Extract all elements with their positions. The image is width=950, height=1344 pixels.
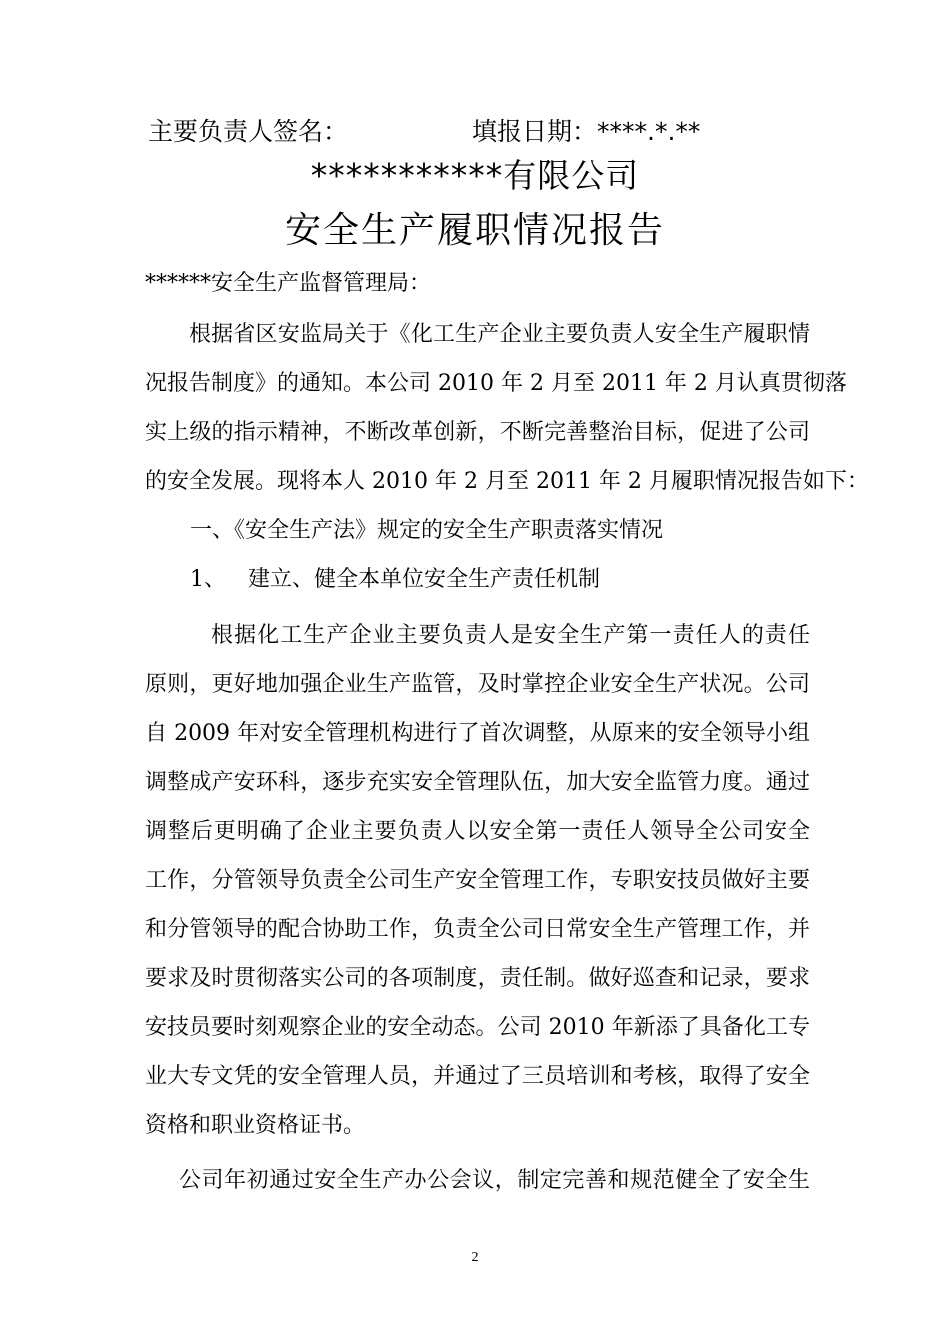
text-line: 资格和职业资格证书。 bbox=[145, 1113, 366, 1138]
text-line: 要求及时贯彻落实公司的各项制度，责任制。做好巡查和记录，要求 bbox=[145, 966, 810, 991]
fill-date-label: 填报日期：****.*.** bbox=[472, 117, 701, 146]
paragraph-2 bbox=[145, 1156, 810, 1205]
paragraph-1 bbox=[145, 611, 810, 1150]
intro-paragraph bbox=[145, 310, 869, 506]
report-title: 安全生产履职情况报告 bbox=[284, 210, 665, 251]
text-line: 根据省区安监局关于《化工生产企业主要负责人安全生产履职情 bbox=[189, 322, 810, 347]
item-text: 建立、健全本单位安全生产责任机制 bbox=[248, 567, 601, 592]
item-number: 1、 bbox=[190, 567, 226, 592]
signature-label: 主要负责人签名： bbox=[148, 117, 349, 146]
text-line: 自 2009 年对安全管理机构进行了首次调整，从原来的安全领导小组 bbox=[145, 721, 810, 746]
text-line: 公司年初通过安全生产办公会议，制定完善和规范健全了安全生 bbox=[179, 1168, 810, 1193]
signature-line bbox=[148, 112, 701, 148]
text-line: 业大专文凭的安全管理人员，并通过了三员培训和考核，取得了安全 bbox=[145, 1064, 810, 1089]
company-name: ***********有限公司 bbox=[310, 156, 640, 195]
text-line: 实上级的指示精神，不断改革创新，不断完善整治目标，促进了公司 bbox=[145, 420, 810, 445]
page-number: 2 bbox=[471, 1250, 479, 1265]
text-line: 的安全发展。现将本人 2010 年 2 月至 2011 年 2 月履职情况报告如下： bbox=[145, 469, 869, 494]
text-line: 根据化工生产企业主要负责人是安全生产第一责任人的责任 bbox=[211, 623, 810, 648]
numbered-item-1 bbox=[190, 562, 601, 593]
text-line: 安技员要时刻观察企业的安全动态。公司 2010 年新添了具备化工专 bbox=[145, 1015, 810, 1040]
salutation: ******安全生产监督管理局： bbox=[145, 271, 432, 296]
text-line: 调整成产安环科，逐步充实安全管理队伍，加大安全监管力度。通过 bbox=[145, 770, 810, 795]
text-line: 况报告制度》的通知。本公司 2010 年 2 月至 2011 年 2 月认真贯彻落 bbox=[145, 371, 847, 396]
text-line: 原则，更好地加强企业生产监管，及时掌控企业安全生产状况。公司 bbox=[145, 672, 810, 697]
text-line: 调整后更明确了企业主要负责人以安全第一责任人领导全公司安全 bbox=[145, 819, 810, 844]
text-line: 和分管领导的配合协助工作，负责全公司日常安全生产管理工作，并 bbox=[145, 917, 810, 942]
section-heading: 一、《安全生产法》规定的安全生产职责落实情况 bbox=[190, 518, 664, 543]
text-line: 工作，分管领导负责全公司生产安全管理工作，专职安技员做好主要 bbox=[145, 868, 810, 893]
